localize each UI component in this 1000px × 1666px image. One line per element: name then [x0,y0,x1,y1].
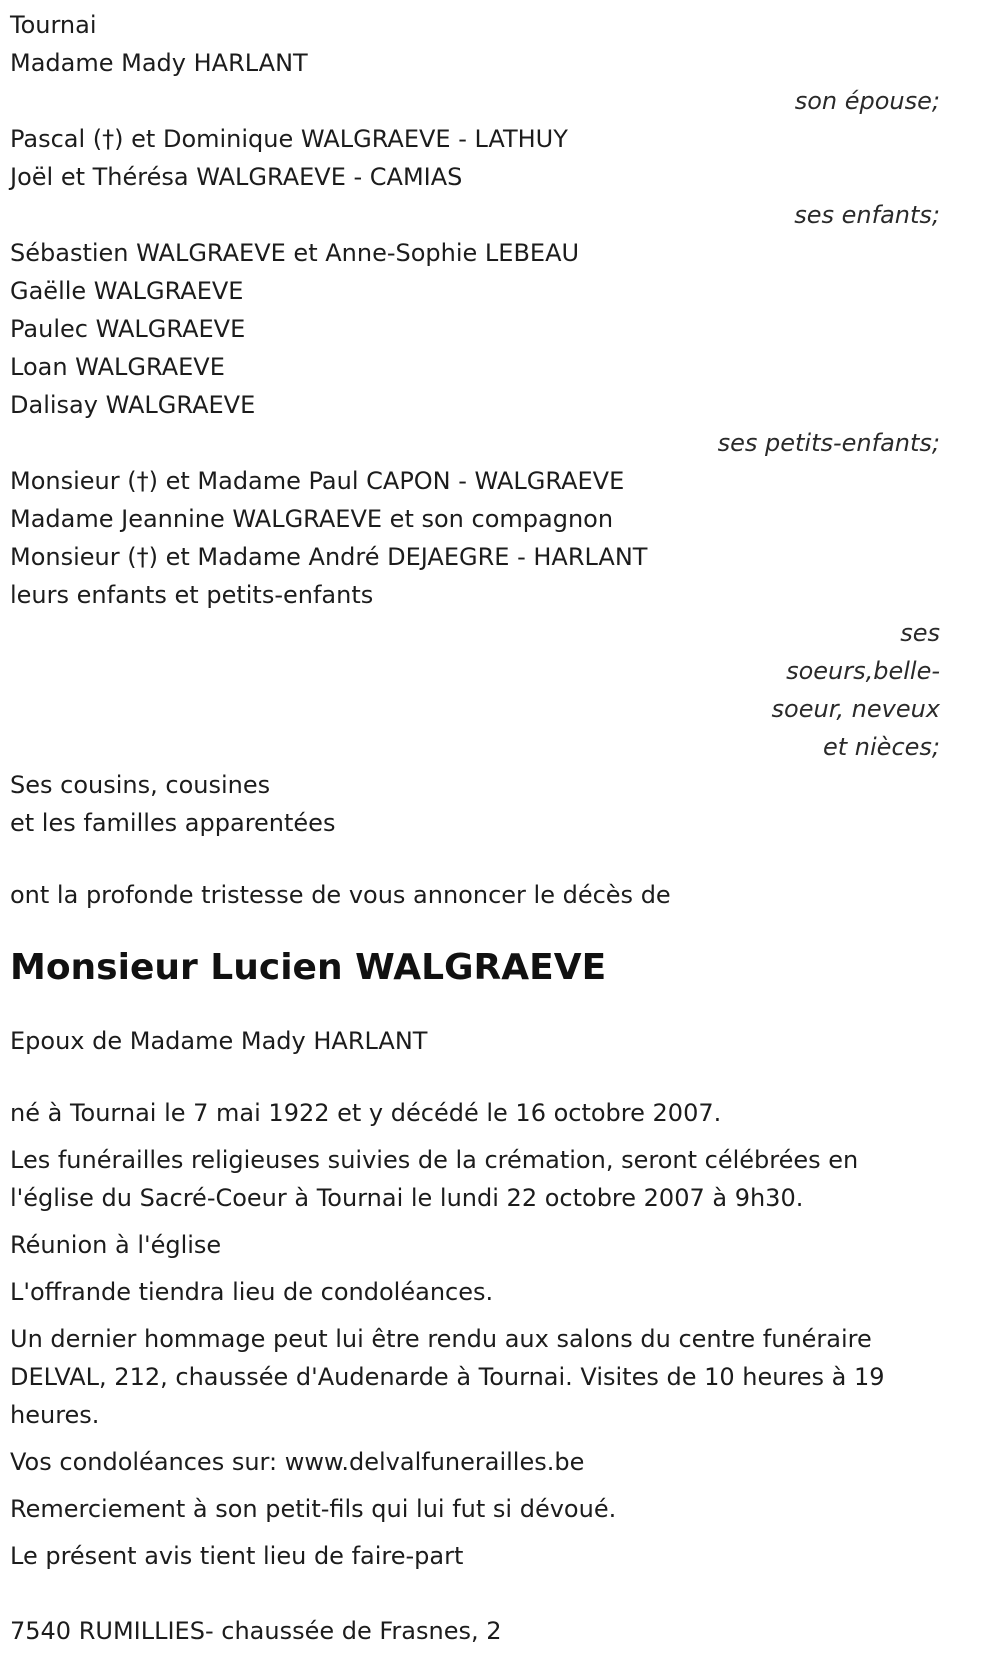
grandchildren-role: ses petits-enfants; [717,429,940,457]
grandchild-name: Gaëlle WALGRAEVE [10,277,244,305]
visitation-info: Un dernier hommage peut lui être rendu aux salons du centre funéraire DELVAL, 212, chaussée d'Audenarde à Tournai. Visites de 10 heures à 19 heures. [10,1325,885,1429]
grandchild-name: Paulec WALGRAEVE [10,315,246,343]
cousins-line: Ses cousins, cousines [10,771,271,799]
sibling-name: leurs enfants et petits-enfants [10,581,374,609]
notice-line: Le présent avis tient lieu de faire-part [10,1542,464,1570]
grandchild-name: Dalisay WALGRAEVE [10,391,256,419]
meeting-info: Réunion à l'église [10,1231,222,1259]
thanks-line: Remerciement à son petit-fils qui lui fut si dévoué. [10,1495,617,1523]
cousins-line: et les familles apparentées [10,809,336,837]
deceased-name: Monsieur Lucien WALGRAEVE [10,947,607,988]
sibling-name: Monsieur (†) et Madame André DEJAEGRE - HARLANT [10,543,648,571]
spouse-group [10,44,940,120]
grandchild-name: Loan WALGRAEVE [10,353,225,381]
children-role: ses enfants; [794,201,940,229]
sibling-name: Monsieur (†) et Madame Paul CAPON - WALGRAEVE [10,467,625,495]
child-name: Joël et Thérésa WALGRAEVE - CAMIAS [10,163,463,191]
grandchild-name: Sébastien WALGRAEVE et Anne-Sophie LEBEAU [10,239,580,267]
announcement-intro: ont la profonde tristesse de vous annoncer le décès de [10,881,671,909]
siblings-group [10,462,940,766]
city-heading: Tournai [10,11,97,39]
offering-info: L'offrande tiendra lieu de condoléances. [10,1278,494,1306]
obituary-notice [10,6,940,1650]
birth-death-line: né à Tournai le 7 mai 1922 et y décédé le 16 octobre 2007. [10,1099,722,1127]
grandchildren-group [10,234,940,462]
funeral-info: Les funérailles religieuses suivies de la crémation, seront célébrées en l'église du Sacré-Coeur à Tournai le lundi 22 octobre 2007 à 9h30. [10,1146,859,1212]
cousins-group [10,766,940,842]
spouse-name: Madame Mady HARLANT [10,49,308,77]
siblings-role: ses soeurs,belle-soeur, neveux et nièces; [771,619,940,761]
spouse-role: son épouse; [794,87,940,115]
condolences-info: Vos condoléances sur: www.delvalfunerailles.be [10,1448,585,1476]
sibling-name: Madame Jeannine WALGRAEVE et son compagnon [10,505,614,533]
spouse-of-line: Epoux de Madame Mady HARLANT [10,1027,428,1055]
child-name: Pascal (†) et Dominique WALGRAEVE - LATHUY [10,125,568,153]
details-section [10,1094,940,1575]
home-address: 7540 RUMILLIES- chaussée de Frasnes, 2 [10,1617,502,1645]
children-group [10,120,940,234]
